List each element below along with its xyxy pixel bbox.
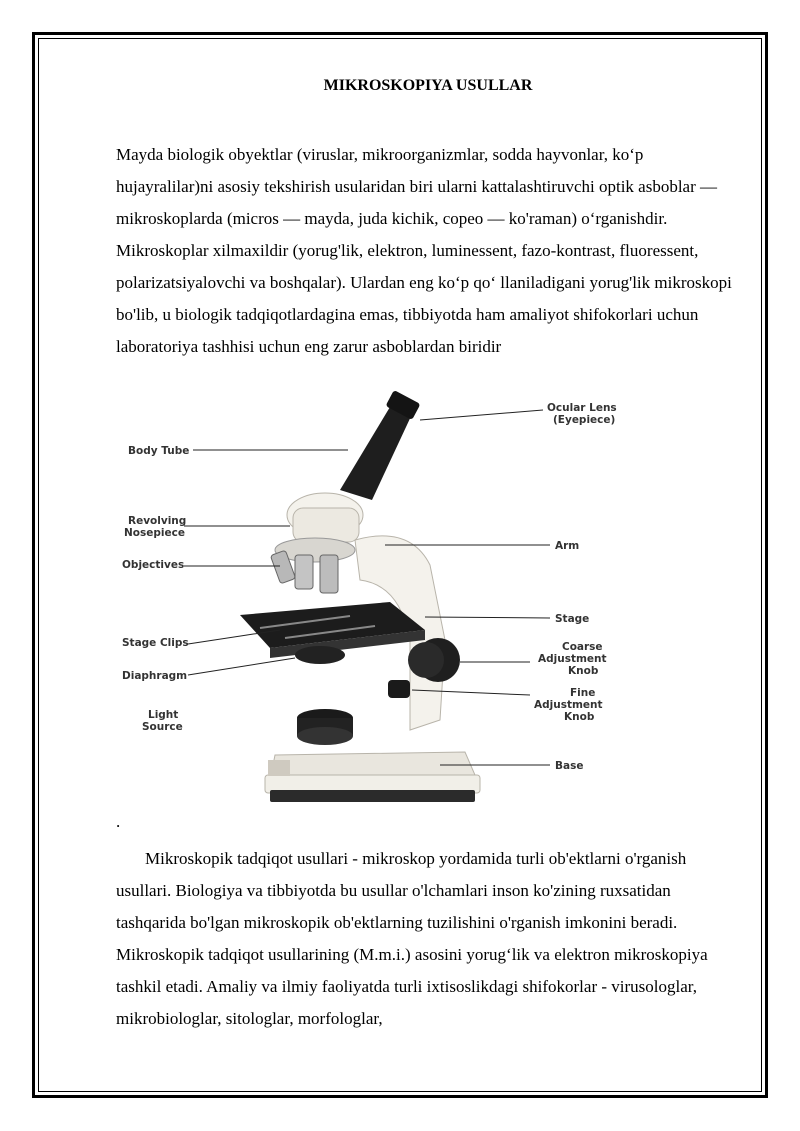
- label-fine-2: Adjustment: [534, 699, 603, 711]
- label-light-1: Light: [148, 709, 179, 721]
- label-arm: Arm: [555, 540, 580, 552]
- label-coarse-3: Knob: [568, 665, 599, 677]
- microscope-objectives: [270, 538, 355, 593]
- microscope-base: [265, 752, 480, 802]
- label-coarse-1: Coarse: [562, 641, 603, 653]
- separator-dot: .: [116, 812, 121, 831]
- label-coarse-2: Adjustment: [538, 653, 607, 665]
- label-revolving-2: Nosepiece: [124, 527, 185, 539]
- body-paragraph: Mikroskopik tadqiqot usullari - mikroskop yordamida turli ob'ektlarni o'rganish usullari. Biologiya va tibbiyotda bu usullar o'lchamlari inson ko'zining ruxsatidan tashqarida bo'lgan mikroskopik ob'ektlarning tuzilishini o'rganish imkonini beradi. Mikroskopik tadqiqot usullarining (M.m.i.) asosini yorug‘lik va elektron mikroskopiya tashkil etadi. Amaliy va ilmiy faoliyatda turli ixtisoslikdagi shifokorlar - virusologlar, mikrobiologlar, sitologlar, morfologlar,: [116, 849, 708, 1028]
- intro-paragraph: Mayda biologik obyektlar (viruslar, mikroorganizmlar, sodda hayvonlar, ko‘p hujayralilar)ni asosiy tekshirish usularidan biri ularni kattalashtiruvchi optik asboblar — mikroskoplarda (micros — mayda, juda kichik, copeo — ko'raman) o‘rganishdir. Mikroskoplar xilmaxildir (yorug'lik, elektron, luminessent, fazo-kontrast, fluoressent, polarizatsiyalovchi va boshqalar). Ulardan eng ko‘p qo‘ llaniladigani yorug'lik mikroskopi bo'lib, u biologik tadqiqotlardagina emas, tibbiyotda ham amaliyot shifokorlari uchun laboratoriya tashhisi uchun eng zarur asboblardan biridir: [116, 145, 732, 356]
- label-stage: Stage: [555, 613, 590, 625]
- microscope-light-source: [297, 709, 353, 745]
- label-body-tube: Body Tube: [128, 445, 190, 457]
- label-light-2: Source: [142, 721, 183, 733]
- label-objectives: Objectives: [122, 559, 185, 571]
- label-revolving-1: Revolving: [128, 515, 187, 527]
- label-diaphragm: Diaphragm: [122, 670, 188, 682]
- microscope-diagram: [110, 390, 630, 830]
- label-base: Base: [555, 760, 584, 772]
- label-stage-clips: Stage Clips: [122, 637, 189, 649]
- microscope-diaphragm: [295, 646, 345, 664]
- label-ocular-2: (Eyepiece): [553, 414, 616, 426]
- label-fine-1: Fine: [570, 687, 596, 699]
- label-fine-3: Knob: [564, 711, 595, 723]
- label-ocular-1: Ocular Lens: [547, 402, 617, 414]
- microscope-head: [287, 390, 420, 542]
- document-title: MIKROSKOPIYA USULLAR: [323, 77, 533, 94]
